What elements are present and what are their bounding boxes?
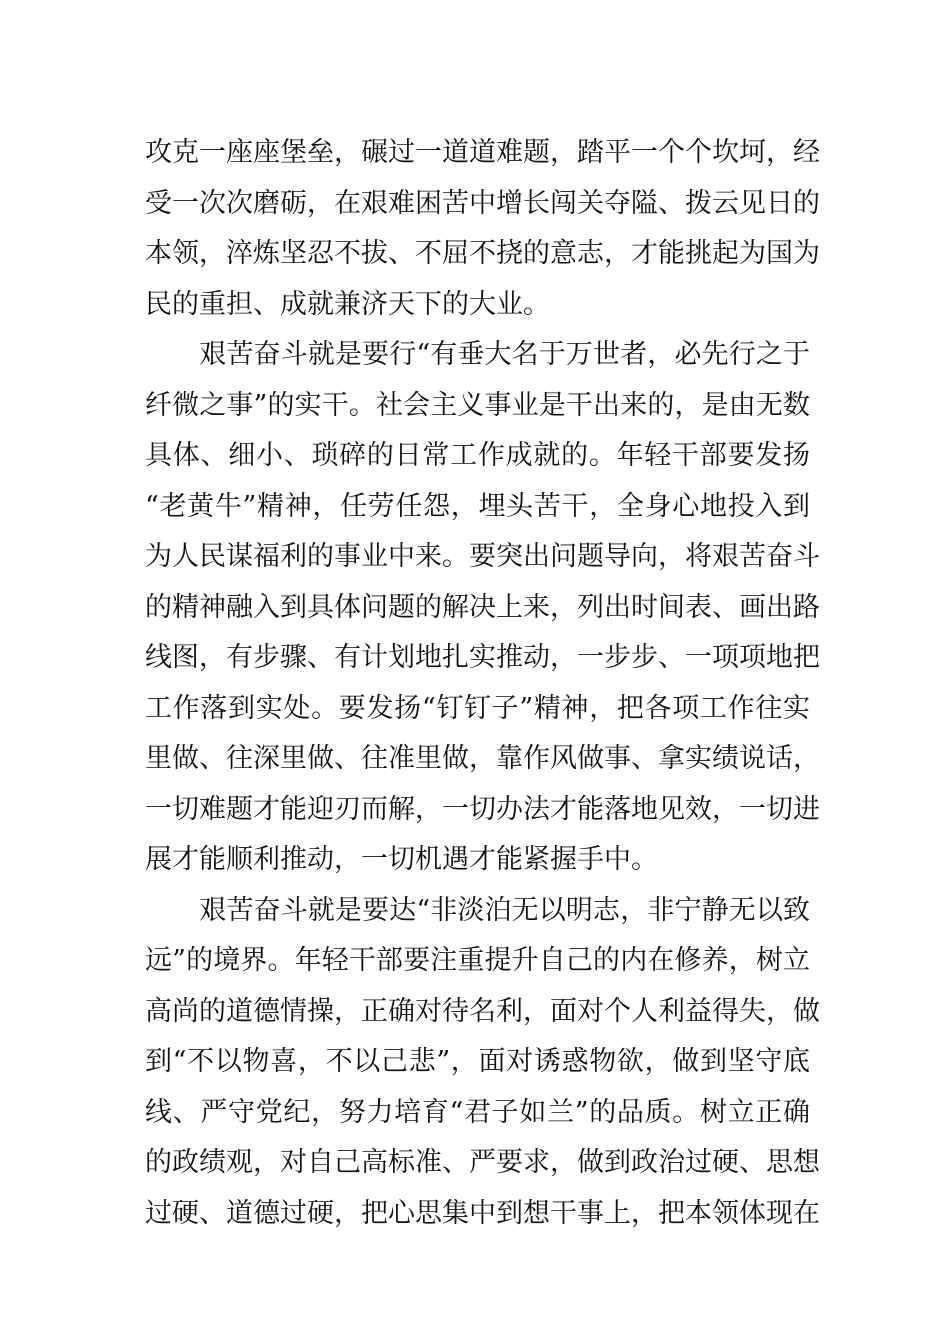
text-line: 到“不以物喜，不以己悲”，面对诱惑物欲，做到坚守底: [145, 1046, 810, 1077]
text-line: 攻克一座座堡垒，碾过一道道难题，踏平一个个坎坷，经: [145, 137, 820, 168]
text-line: 的政绩观，对自己高标准、严要求，做到政治过硬、思想: [145, 1147, 820, 1178]
text-line: 线、严守党纪，努力培育“君子如兰”的品质。树立正确: [145, 1096, 810, 1128]
text-line: 线图，有步骤、有计划地扎实推动，一步步、一项项地把: [145, 642, 820, 673]
text-line: 远”的境界。年轻干部要注重提升自己的内在修养，树立: [145, 945, 810, 976]
text-line: 民的重担、成就兼济天下的大业。: [145, 288, 550, 320]
text-line: 工作落到实处。要发扬“钉钉子”精神，把各项工作往实: [145, 692, 810, 724]
text-line: 艰苦奋斗就是要达“非淡泊无以明志，非宁静无以致: [145, 894, 810, 926]
text-line: 纤微之事”的实干。社会主义事业是干出来的，是由无数: [145, 389, 810, 421]
text-line: 一切难题才能迎刃而解，一切办法才能落地见效，一切进: [145, 793, 820, 825]
text-line: 艰苦奋斗就是要行“有垂大名于万世者，必先行之于: [145, 339, 810, 370]
text-line: 里做、往深里做、往准里做，靠作风做事、拿实绩说话，: [145, 743, 820, 774]
paragraph-1: [145, 128, 820, 330]
document-body: [145, 128, 820, 1239]
paragraph-3: [145, 886, 820, 1240]
text-line: 受一次次磨砺，在艰难困苦中增长闯关夺隘、拨云见日的: [145, 187, 820, 219]
text-line: 高尚的道德情操，正确对待名利，面对个人利益得失，做: [145, 995, 820, 1027]
text-line: 过硬、道德过硬，把心思集中到想干事上，把本领体现在: [145, 1197, 820, 1229]
text-line: “老黄牛”精神，任劳任怨，埋头苦干，全身心地投入到: [145, 490, 810, 522]
text-line: 为人民谋福利的事业中来。要突出问题导向，将艰苦奋斗: [145, 541, 820, 572]
text-line: 的精神融入到具体问题的解决上来，列出时间表、画出路: [145, 591, 820, 623]
paragraph-2: [145, 330, 820, 886]
text-line: 展才能顺利推动，一切机遇才能紧握手中。: [145, 844, 658, 875]
text-line: 具体、细小、琐碎的日常工作成就的。年轻干部要发扬: [145, 440, 810, 471]
text-line: 本领，淬炼坚忍不拔、不屈不挠的意志，才能挑起为国为: [145, 238, 820, 269]
